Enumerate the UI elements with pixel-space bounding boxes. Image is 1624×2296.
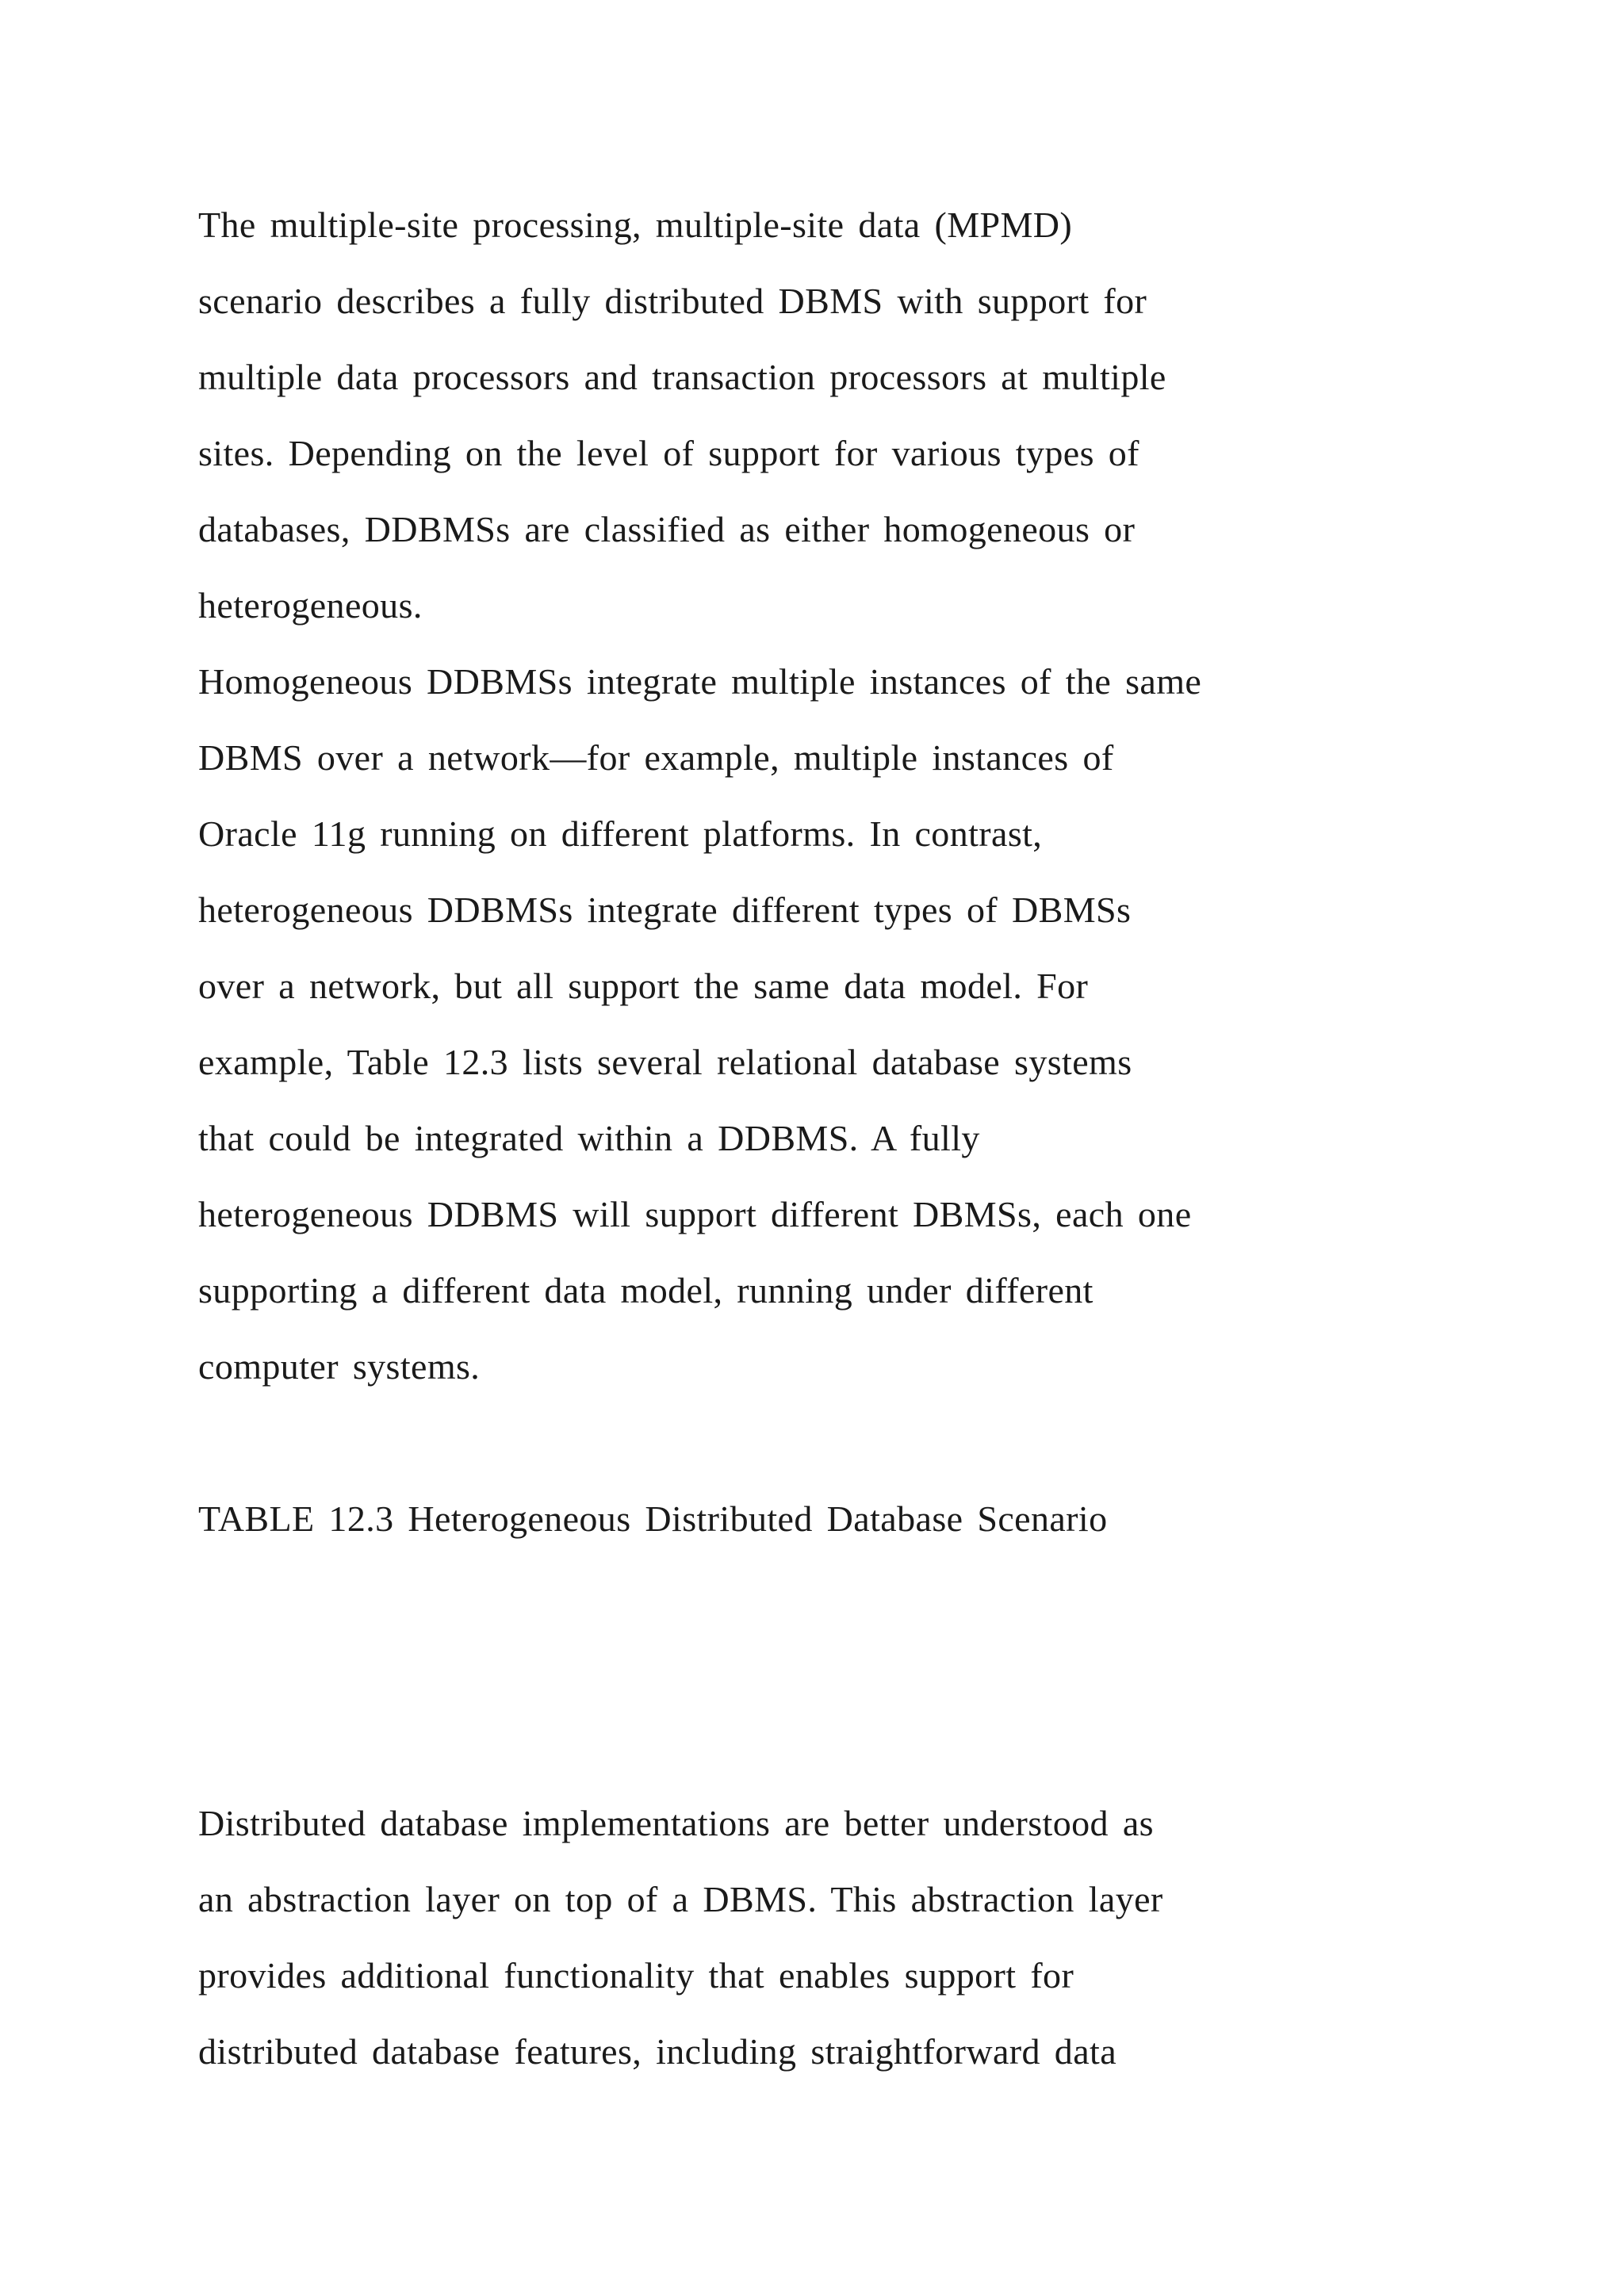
table-caption: [198, 1481, 1467, 1557]
text-line: supporting a different data model, running under different: [198, 1270, 1094, 1311]
paragraph-homogeneous-heterogeneous: [198, 644, 1467, 1405]
text-line: over a network, but all support the same data model. For: [198, 966, 1089, 1006]
text-line: heterogeneous DDBMS will support different DBMSs, each one: [198, 1194, 1192, 1234]
text-line: that could be integrated within a DDBMS. A fully: [198, 1118, 980, 1158]
text-line: scenario describes a fully distributed DBMS with support for: [198, 281, 1147, 321]
text-line: heterogeneous.: [198, 585, 423, 626]
text-line: an abstraction layer on top of a DBMS. This abstraction layer: [198, 1879, 1163, 1919]
text-line: databases, DDBMSs are classified as either homogeneous or: [198, 509, 1136, 549]
paragraph-mpmd-scenario: [198, 187, 1467, 644]
text-line: Distributed database implementations are better understood as: [198, 1803, 1154, 1843]
text-line: heterogeneous DDBMSs integrate different types of DBMSs: [198, 890, 1132, 930]
text-line: computer systems.: [198, 1346, 481, 1387]
text-line: Homogeneous DDBMSs integrate multiple instances of the same: [198, 661, 1202, 702]
text-line: Oracle 11g running on different platforms. In contrast,: [198, 813, 1043, 854]
text-line: example, Table 12.3 lists several relational database systems: [198, 1042, 1132, 1082]
text-line: distributed database features, including straightforward data: [198, 2031, 1117, 2072]
text-line: The multiple-site processing, multiple-site data (MPMD): [198, 205, 1073, 245]
table-caption-text: TABLE 12.3 Heterogeneous Distributed Database Scenario: [198, 1498, 1108, 1539]
text-line: sites. Depending on the level of support for various types of: [198, 433, 1139, 473]
text-line: DBMS over a network—for example, multiple instances of: [198, 737, 1114, 778]
text-line: provides additional functionality that enables support for: [198, 1955, 1074, 1996]
paragraph-abstraction-layer: [198, 1785, 1467, 2090]
text-line: multiple data processors and transaction processors at multiple: [198, 357, 1166, 397]
